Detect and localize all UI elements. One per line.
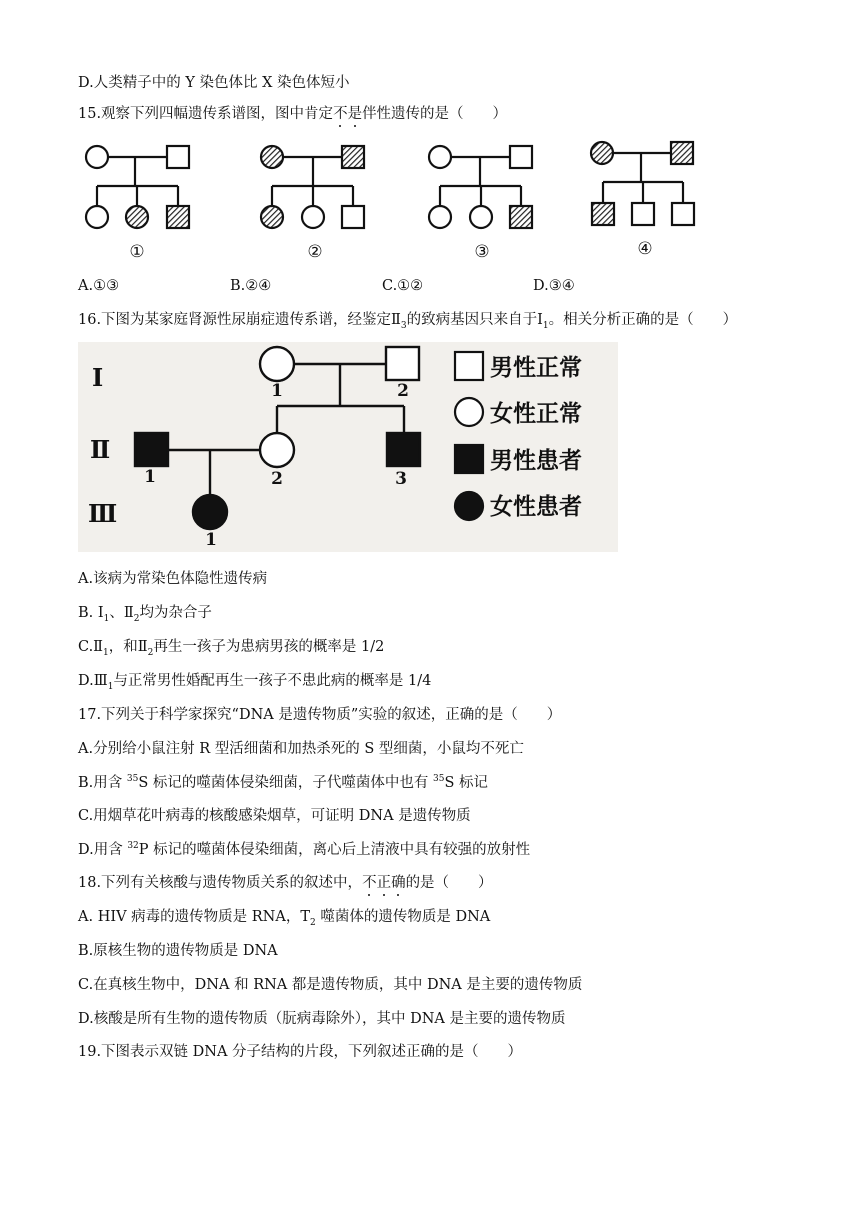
text-part: D.Ⅲ [78, 673, 108, 689]
label-I2: 2 [397, 381, 409, 401]
generation-label-I: Ⅰ [92, 363, 104, 392]
q15-option-b: B.②④ [230, 278, 272, 294]
q16-option-c [78, 638, 384, 656]
individual-II2 [260, 433, 294, 467]
q18-option-d: D.核酸是所有生物的遗传物质（朊病毒除外），其中 DNA 是主要的遗传物质 [78, 1011, 566, 1027]
pedigree-1 [86, 146, 189, 228]
pedigree-4 [591, 142, 694, 225]
label-III1: 1 [205, 530, 217, 550]
q16-stem-part: 的致病基因只来自于Ⅰ [406, 312, 543, 328]
q16-stem-sub: 1 [542, 320, 549, 331]
text-part: S 标记的噬菌体侵染细菌，子代噬菌体中也有 [138, 775, 433, 791]
q15-stem-part: 15.观察下列四幅遗传系谱图，图中肯定 [78, 106, 334, 122]
legend-circle-filled-icon [455, 492, 483, 520]
legend-square-filled-icon [455, 445, 483, 473]
text-sub: 2 [310, 917, 316, 928]
q18-stem [78, 874, 493, 892]
label-I1: 1 [271, 381, 283, 401]
q17-option-b [78, 774, 488, 792]
q18-option-b: B.原核生物的遗传物质是 DNA [78, 943, 278, 959]
q19-stem: 19.下图表示双链 DNA 分子结构的片段，下列叙述正确的是（ ） [78, 1044, 523, 1060]
q17-option-a: A.分别给小鼠注射 R 型活细菌和加热杀死的 S 型细菌，小鼠均不死亡 [78, 741, 524, 757]
text-sub: 1 [103, 613, 110, 624]
emphasis-dot-char: 确 [391, 875, 406, 891]
text-part: 再生一孩子为患病男孩的概率是 1/2 [153, 639, 385, 655]
legend-label-male-affected: 男性患者 [490, 447, 582, 474]
text-part: B. Ⅰ [78, 605, 104, 621]
text-part: 的是（ ） [405, 875, 493, 891]
emphasis-dot-char: 不 [333, 106, 348, 122]
text-sup: 32 [127, 841, 139, 852]
individual-II1 [135, 433, 168, 466]
label-II2: 2 [271, 469, 283, 489]
pedigree-label-4: ④ [637, 239, 653, 259]
legend-label-female-affected: 女性患者 [490, 493, 582, 520]
q16-stem [78, 311, 737, 329]
q15-pedigree-figures [0, 130, 860, 265]
q15-stem [78, 105, 507, 123]
text-part: B.用含 [78, 775, 127, 791]
q16-stem-sub: 3 [400, 320, 407, 331]
emphasis-dot-char: 不 [362, 875, 377, 891]
label-II1: 1 [144, 467, 156, 487]
text-part: 与正常男性婚配再生一孩子不患此病的概率是 1/4 [113, 673, 432, 689]
pedigree-label-2: ② [307, 242, 323, 262]
q16-option-b [78, 604, 212, 622]
q16-stem-part: 。相关分析正确的是（ ） [548, 312, 738, 328]
text-part: 均为杂合子 [139, 605, 212, 621]
legend-circle-open-icon [455, 398, 483, 426]
generation-label-III: Ⅲ [88, 499, 118, 528]
label-II3: 3 [395, 469, 407, 489]
pedigree-label-1: ① [129, 242, 145, 262]
text-part: 18.下列有关核酸与遗传物质关系的叙述中， [78, 875, 363, 891]
q17-option-d [78, 841, 530, 859]
text-sub: 1 [107, 681, 114, 692]
text-part: ，和Ⅱ [108, 639, 148, 655]
individual-II3 [387, 433, 420, 466]
individual-I1 [260, 347, 294, 381]
text-part: 、Ⅱ [109, 605, 134, 621]
q15-stem-part: 伴性遗传的是（ ） [362, 106, 508, 122]
emphasis-dot-char: 是 [347, 106, 363, 122]
text-sup: 35 [432, 774, 445, 785]
text-sub: 1 [103, 647, 109, 658]
q16-option-a: A.该病为常染色体隐性遗传病 [78, 571, 268, 587]
q17-stem: 17.下列关于科学家探究“DNA 是遗传物质”实验的叙述，正确的是（ ） [78, 707, 562, 723]
legend-label-male-normal: 男性正常 [490, 354, 582, 381]
q14-option-d: D.人类精子中的 Y 染色体比 X 染色体短小 [78, 75, 350, 91]
q16-stem-part: 16.下图为某家庭肾源性尿崩症遗传系谱，经鉴定Ⅱ [78, 312, 401, 328]
individual-III1 [193, 495, 227, 529]
text-sub: 2 [147, 647, 154, 658]
pedigree-label-3: ③ [474, 242, 490, 262]
text-part: 噬菌体的遗传物质是 DNA [315, 909, 491, 925]
q15-option-a: A.①③ [78, 278, 120, 294]
q16-pedigree-figure [78, 342, 618, 552]
emphasis-dot-char: 正 [376, 875, 392, 891]
q15-option-c: C.①② [382, 278, 424, 294]
generation-label-II: Ⅱ [90, 435, 111, 464]
text-part: A. HIV 病毒的遗传物质是 RNA，T [78, 909, 310, 925]
pedigree-2 [261, 146, 364, 228]
text-part: S 标记 [444, 775, 488, 791]
text-part: D.用含 [78, 842, 128, 858]
legend-square-open-icon [455, 352, 483, 380]
text-sup: 35 [126, 774, 139, 785]
q18-option-c: C.在真核生物中，DNA 和 RNA 都是遗传物质，其中 DNA 是主要的遗传物质 [78, 977, 583, 993]
q17-option-c: C.用烟草花叶病毒的核酸感染烟草，可证明 DNA 是遗传物质 [78, 808, 471, 824]
q18-option-a [78, 908, 490, 926]
individual-I2 [386, 347, 419, 380]
text-sub: 2 [133, 613, 140, 624]
q15-option-d: D.③④ [533, 278, 575, 294]
q16-option-d [78, 672, 431, 690]
legend-label-female-normal: 女性正常 [490, 400, 582, 427]
pedigree-3 [429, 146, 532, 228]
text-part: C.Ⅱ [78, 639, 104, 655]
text-part: P 标记的噬菌体侵染细菌，离心后上清液中具有较强的放射性 [138, 842, 531, 858]
